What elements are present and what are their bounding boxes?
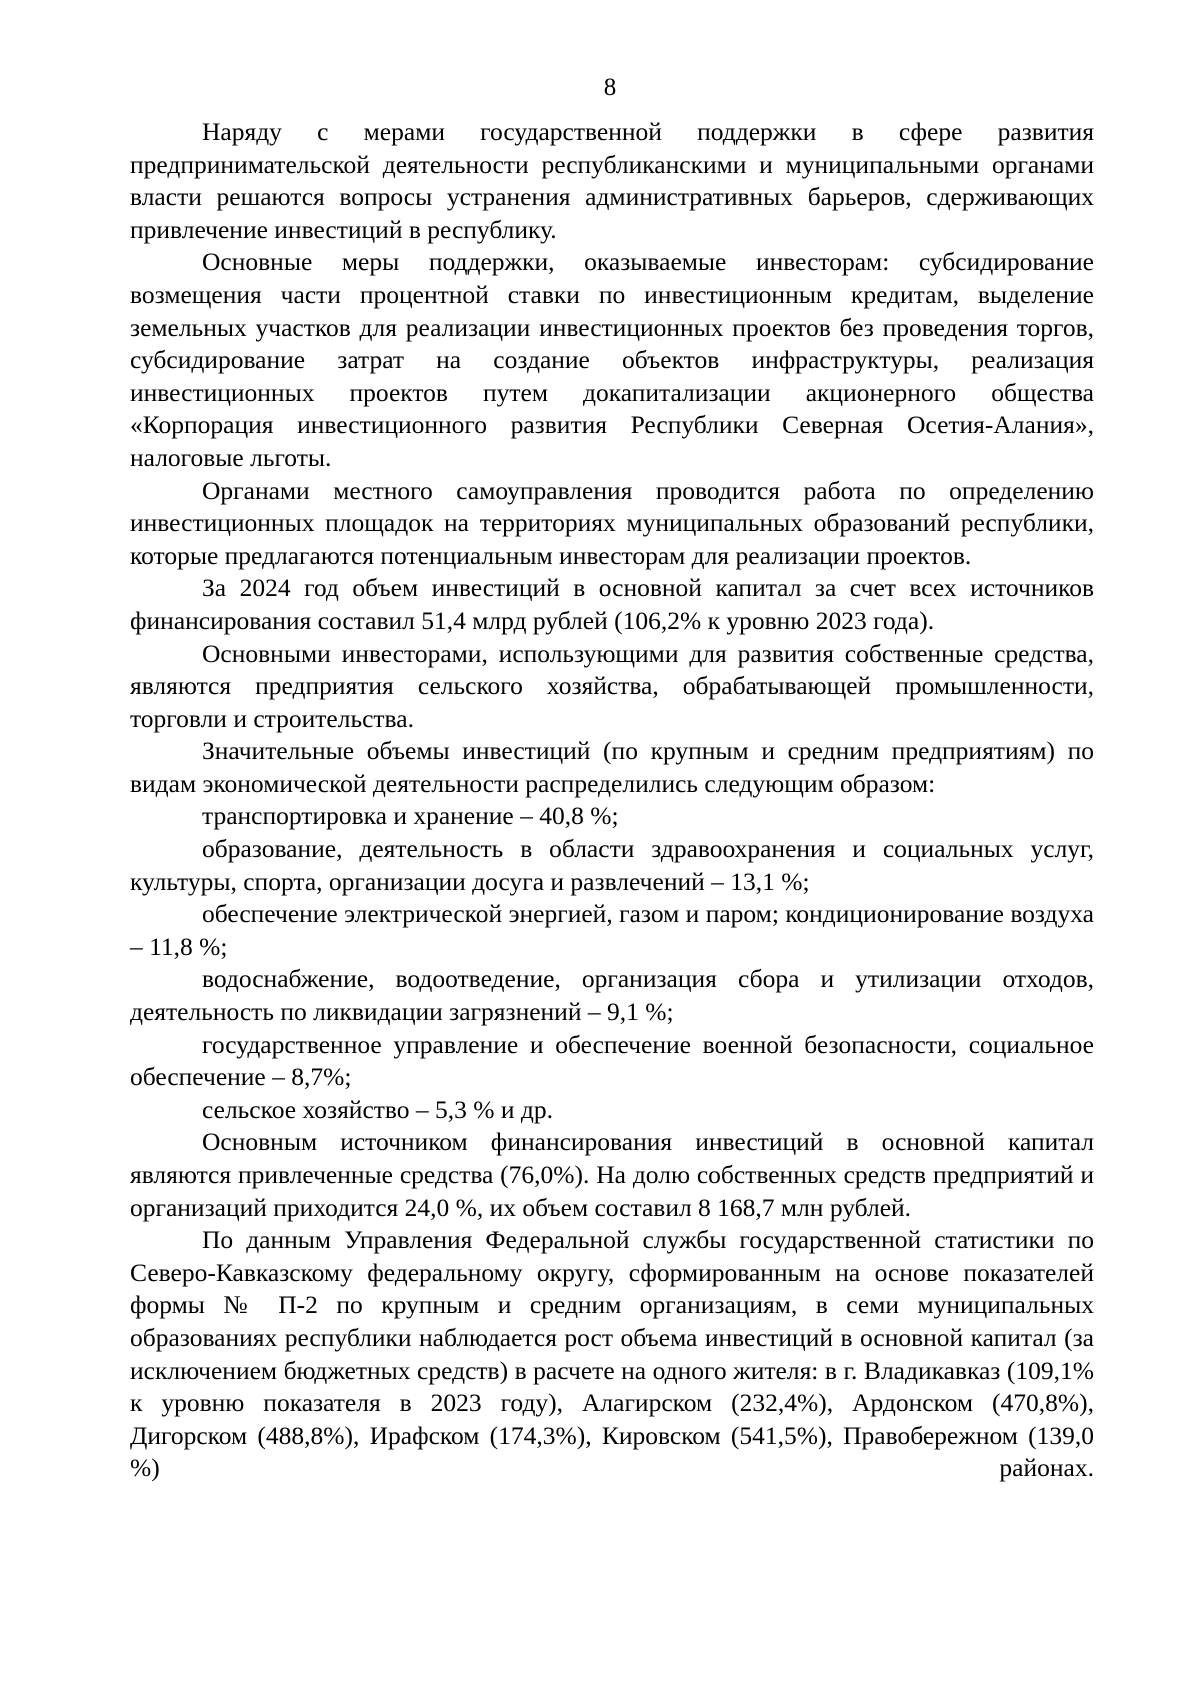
document-body <box>130 116 1094 1485</box>
list-item-transport-storage: транспортировка и хранение – 40,8 %; <box>202 801 619 831</box>
paragraph-support-measures: Основные меры поддержки, оказываемые инвесторам: субсидирование возмещения части процентной ставки по инвестиционным кредитам, выделение земельных участков для реализации инвестиционных проектов без проведения торгов, субсидирование затрат на создание объектов инфраструктуры, реализация инвестиционных проектов путем докапитализации акционерного общества «Корпорация инвестиционного развития Республики Северная Осетия-Алания», налоговые льготы. <box>130 247 1094 472</box>
paragraph-investment-volume-2024: За 2024 год объем инвестиций в основной капитал за счет всех источников финансирования составил 51,4 млрд рублей (106,2% к уровню 2023 года). <box>130 573 1094 635</box>
page-number: 8 <box>603 74 617 101</box>
list-item-energy-supply: обеспечение электрической энергией, газом и паром; кондиционирование воздуха – 11,8 %; <box>130 899 1094 961</box>
paragraph-main-investors: Основными инвесторами, использующими для развития собственные средства, являются предприятия сельского хозяйства, обрабатывающей промышленности, торговли и строительства. <box>130 638 1094 733</box>
paragraph-financing-sources: Основным источником финансирования инвестиций в основной капитал являются привлеченные средства (76,0%). На долю собственных средств предприятий и организаций приходится 24,0 %, их объем составил 8 168,7 млн рублей. <box>130 1127 1094 1222</box>
paragraph-investment-distribution-intro: Значительные объемы инвестиций (по крупным и средним предприятиям) по видам экономической деятельности распределились следующим образом: <box>130 736 1094 798</box>
paragraph-statistics-growth: По данным Управления Федеральной службы государственной статистики по Северо-Кавказскому федеральному округу, сформированным на основе показателей формы № П-2 по крупным и средним организациям, в семи муниципальных образованиях республики наблюдается рост объема инвестиций в основной капитал (за исключением бюджетных средств) в расчете на одного жителя: в г. Владикавказ (109,1% к уровню показателя в 2023 году), Алагирском (232,4%), Ардонском (470,8%), Дигорском (488,8%), Ирафском (174,3%), Кировском (541,5%), Правобережном (139,0 %) районах. <box>130 1225 1094 1483</box>
list-item-public-administration: государственное управление и обеспечение военной безопасности, социальное обеспечение – 8,7%; <box>130 1029 1094 1092</box>
paragraph-investment-sites: Органами местного самоуправления проводится работа по определению инвестиционных площадок на территориях муниципальных образований республики, которые предлагаются потенциальным инвесторам для реализации проектов. <box>130 475 1094 570</box>
paragraph-admin-barriers: Наряду с мерами государственной поддержки в сфере развития предпринимательской деятельности республиканскими и муниципальными органами власти решаются вопросы устранения административных барьеров, сдерживающих привлечение инвестиций в республику. <box>130 117 1094 244</box>
list-item-education-health: образование, деятельность в области здравоохранения и социальных услуг, культуры, спорта, организации досуга и развлечений – 13,1 %; <box>130 834 1094 896</box>
list-item-agriculture: сельское хозяйство – 5,3 % и др. <box>202 1094 554 1124</box>
list-item-water-supply: водоснабжение, водоотведение, организация сбора и утилизации отходов, деятельность по ликвидации загрязнений – 9,1 %; <box>130 964 1094 1027</box>
